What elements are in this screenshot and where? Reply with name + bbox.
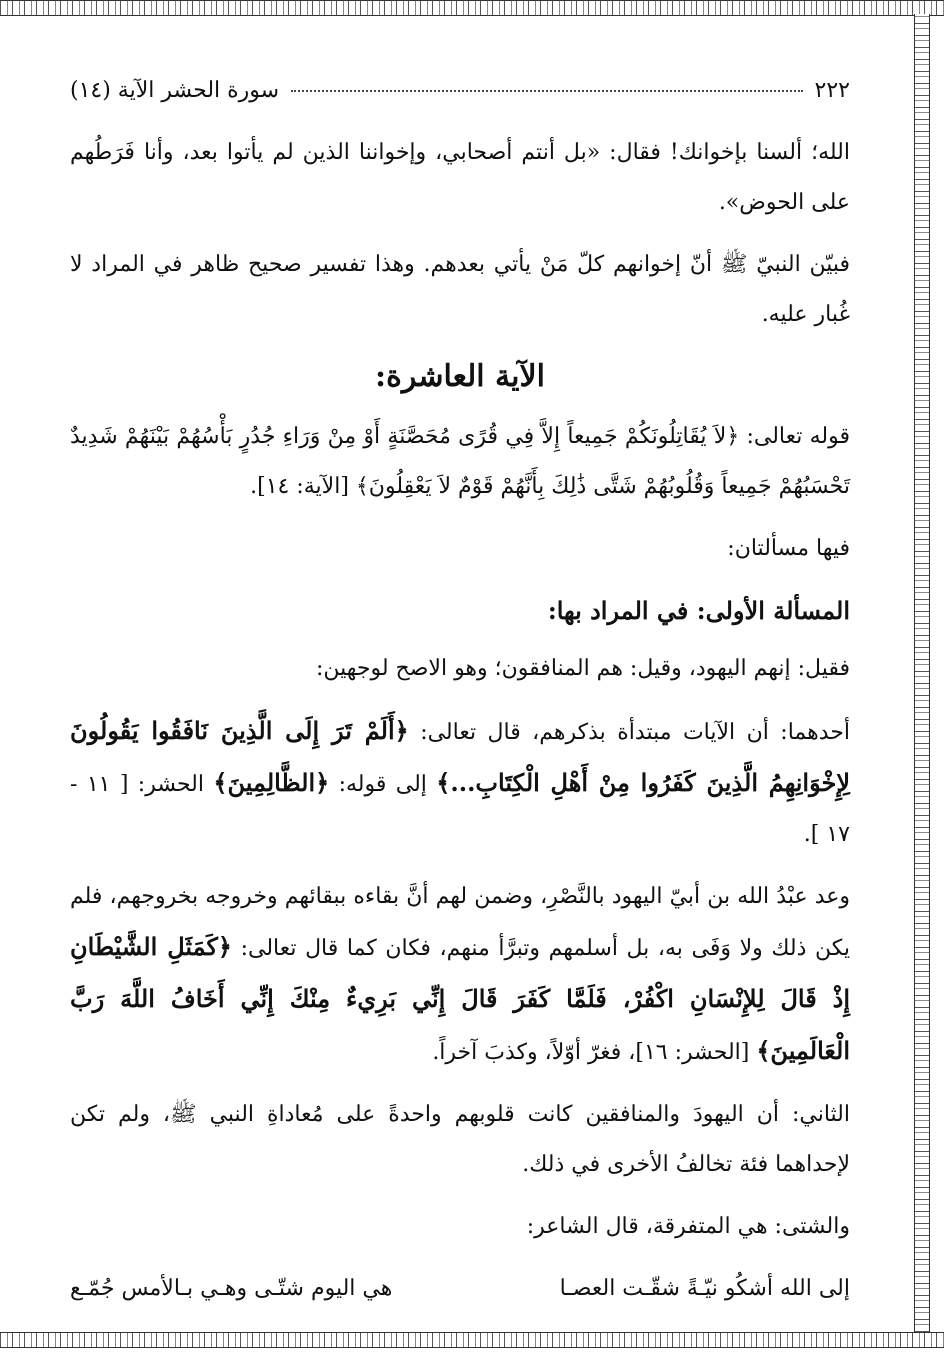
poem-verse — [70, 1264, 850, 1314]
paragraph-2: فبيّن النبيّ ﷺ أنّ إخوانهم كلّ مَنْ يأتي بعدهم. وهذا تفسير صحيح ظاهر في المراد لا غُبار عليه. — [70, 252, 850, 327]
page-number: ٢٢٢ — [814, 77, 850, 103]
issue-one-p4: الثاني: أن اليهودَ والمنافقين كانت قلوبهم واحدةً على مُعاداةِ النبي ﷺ، ولم تكن لإحداهما فئة تخالفُ الأخرى في ذلك. — [70, 1102, 850, 1177]
ornamental-border-top — [0, 0, 944, 16]
verse-paragraph: قوله تعالى: ﴿لاَ يُقَاتِلُونَكُمْ جَمِيعاً إِلاَّ فِي قُرًى مُحَصَّنَةٍ أَوْ مِنْ وَرَاءِ جُدُرٍ بَأْسُهُمْ بَيْنَهُمْ شَدِيدٌ تَحْسَبُهُمْ جَمِيعاً وَقُلُوبُهُمْ شَتَّى ذَٰلِكَ بِأَنَّهُمْ قَوْمٌ لاَ يَعْقِلُونَ﴾ [الآية: ١٤]. — [70, 424, 850, 499]
quran-verse-2: ﴿الظَّالِمِينَ﴾ — [213, 768, 330, 797]
issue-one-p2-start: أحدهما: أن الآيات مبتدأة بذكرهم، قال تعالى: — [420, 720, 851, 745]
quran-verse-3: ﴿كَمَثَلِ الشَّيْطَانِ إِذْ قَالَ لِلإِنْسَانِ اكْفُرْ، فَلَمَّا كَفَرَ قَالَ إِنِّي بَرِيءٌ مِنْكَ إِنِّي أَخَافُ اللَّهَ رَبَّ الْعَالَمِينَ﴾ — [70, 932, 850, 1065]
page-content — [70, 70, 850, 1314]
ornamental-border-bottom — [0, 1332, 944, 1348]
issue-one-title: المسألة الأولى: في المراد بها: — [547, 596, 850, 625]
header-title: سورة الحشر الآية (١٤) — [70, 77, 280, 103]
quran-verse-1: ﴿أَلَمْ تَرَ إِلَى الَّذِينَ نَافَقُوا يَقُولُونَ لِإِخْوَانِهِمُ الَّذِينَ كَفَرُوا مِنْ أَهْلِ الْكِتَابِ...﴾ — [70, 716, 851, 797]
issue-one-p3-start: وعد عبْدُ الله بن أبيّ اليهود بالنَّصْرِ، وضمن لهم أنَّ بقاءه ببقائهم وخروجه بخروجهم، فلم يكن ذلك ولا وَفَى به، بل أسلمهم وتبرَّأ منهم، فكان كما قال تعالى: — [70, 884, 850, 961]
poem-second-hemistich: هي اليوم شتّـى وهـي بـالأمس جُمّـع — [70, 1276, 393, 1301]
two-issues-line: فيها مسألتان: — [727, 536, 850, 561]
issue-one-p2 — [70, 706, 850, 860]
poem-first-hemistich: إلى الله أشكُو نيّـةً شقّـت العصـا — [559, 1276, 850, 1301]
issue-one-p2-mid: إلى قوله: — [338, 772, 427, 797]
issue-one-p3 — [70, 872, 850, 1078]
paragraph-1: الله؛ ألسنا بإخوانك! فقال: «بل أنتم أصحابي، وإخواننا الذين لم يأتوا بعد، وأنا فَرَطُهم على الحوض». — [70, 140, 850, 215]
issue-one-p2-end: الحشر: [ ١١ - ١٧ ]. — [70, 772, 850, 847]
header-dots — [291, 89, 802, 92]
shatta-paragraph: والشتى: هي المتفرقة، قال الشاعر: — [526, 1214, 850, 1239]
issue-one-p3-end: [الحشر: ١٦]، فغرّ أوّلاً، وكذبَ آخراً. — [432, 1040, 750, 1065]
issue-one-p1: فقيل: إنهم اليهود، وقيل: هم المنافقون؛ وهو الاصح لوجهين: — [315, 656, 850, 681]
section-title: الآية العاشرة: — [375, 359, 545, 394]
ornamental-border-right — [914, 14, 930, 1332]
running-header — [70, 70, 850, 110]
